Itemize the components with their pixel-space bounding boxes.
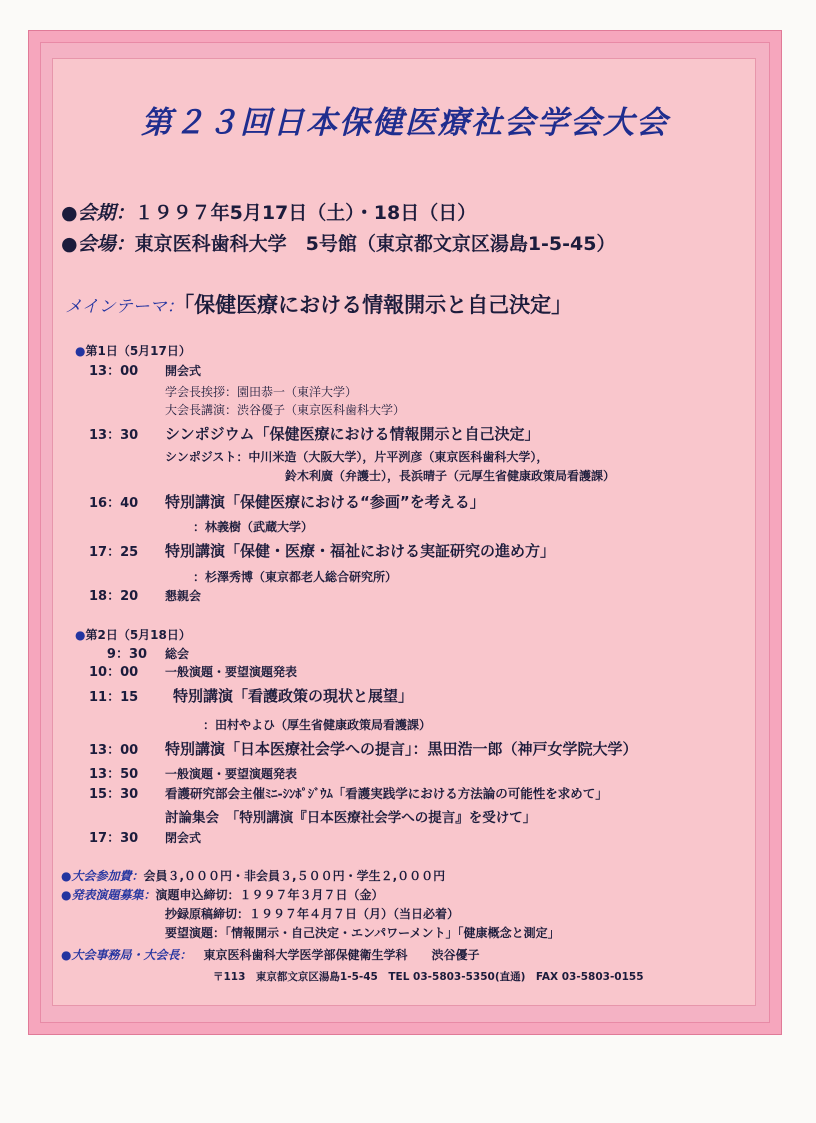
main-theme-label: メインテーマ： [65, 297, 184, 317]
day2-label: 第2日（5月18日） [85, 628, 191, 642]
call-label: 発表演題募集： [71, 888, 156, 902]
day2-item: 11：15 特別講演「看護政策の現状と展望」 [89, 687, 414, 705]
session-label: 会期： [77, 202, 135, 224]
day1-label: 第1日（5月17日） [85, 344, 191, 358]
call-row [61, 884, 384, 903]
day1-item: ：林義樹（武蔵大学） [193, 520, 314, 534]
fee-label: 大会参加費： [71, 869, 144, 883]
day2-item: 13：50 一般演題・要望演題発表 [89, 767, 298, 782]
day2-item: 17：30 閉会式 [89, 831, 202, 846]
session-value: １９９７年5月17日（土）・18日（日） [134, 202, 477, 224]
call-line-row [165, 903, 459, 922]
day1-item: 13：00 開会式 [89, 364, 202, 379]
bullet-icon: ● [75, 344, 86, 358]
office-row [61, 944, 480, 963]
venue-row [61, 229, 615, 256]
office-address: 〒113 東京都文京区湯島1-5-45 TEL 03-5803-5350(直通) FAX 03-5803-0155 [213, 971, 644, 983]
day1-item: 鈴木利廣（弁護士），長浜晴子（元厚生省健康政策局看護課） [285, 469, 616, 483]
day1-label-row [75, 342, 191, 359]
day1-item: 18：20 懇親会 [89, 589, 202, 604]
fee-value: 会員３,０００円・非会員３,５００円・学生２,０００円 [143, 869, 446, 883]
venue-label: 会場： [77, 233, 135, 255]
call-line: 演題申込締切：１９９７年３月７日（金） [155, 888, 384, 902]
day1-item: ：杉澤秀博（東京都老人総合研究所） [193, 570, 398, 584]
bullet-icon: ● [61, 233, 78, 255]
day1-item: 16：40 特別講演「保健医療における“参画”を考える」 [89, 493, 485, 511]
day2-item: 13：00 特別講演「日本医療社会学への提言」：黒田浩一郎（神戸女学院大学） [89, 740, 638, 758]
office-value: 東京医科歯科大学医学部保健衛生学科 渋谷優子 [203, 948, 480, 962]
day2-item: 9：30 総会 [106, 647, 190, 662]
bullet-icon: ● [61, 888, 72, 902]
day1-item: 17：25 特別講演「保健・医療・福祉における実証研究の進め方」 [89, 542, 556, 560]
day2-item: ：田村やよひ（厚生省健康政策局看護課） [203, 718, 432, 732]
poster-panel [52, 58, 756, 1006]
bullet-icon: ● [75, 628, 86, 642]
day2-label-row [75, 626, 191, 643]
office-label: 大会事務局・大会長： [71, 948, 192, 962]
day2-item: 15：30 看護研究部会主催ﾐﾆ-ｼﾝﾎﾟｼﾞｳﾑ「看護実践学における方法論の可能性を求めて」 [89, 786, 608, 802]
bullet-icon: ● [61, 948, 72, 962]
session-row [61, 198, 476, 225]
bullet-icon: ● [61, 869, 72, 883]
day1-item: 大会長講演：渋谷優子（東京医科歯科大学） [165, 403, 406, 417]
page-title: 第２３回日本保健医療社会学会大会 [141, 105, 669, 141]
fee-row [61, 865, 445, 884]
day2-item: 討論集会 「特別講演『日本医療社会学への提言』を受けて」 [165, 810, 537, 826]
day1-item: 学会長挨拶：園田恭一（東洋大学） [165, 385, 358, 399]
day2-item: 10：00 一般演題・要望演題発表 [89, 665, 298, 680]
call-line-row [165, 922, 560, 941]
venue-value: 東京医科歯科大学 5号館（東京都文京区湯島1-5-45） [134, 233, 616, 255]
main-theme-value: 「保健医療における情報開示と自己決定」 [183, 293, 573, 317]
main-theme-row [65, 289, 572, 319]
office-address-row [213, 965, 644, 984]
day1-item: 13：30 シンポジウム「保健医療における情報開示と自己決定」 [89, 425, 540, 443]
bullet-icon: ● [61, 202, 78, 224]
call-line: 要望演題：「情報開示・自己決定・エンパワーメント」「健康概念と測定」 [165, 926, 560, 940]
day1-item: シンポジスト：中川米造（大阪大学），片平洌彦（東京医科歯科大学）， [165, 450, 549, 464]
call-line: 抄録原稿締切：１９９７年４月７日（月）（当日必着） [165, 907, 460, 921]
